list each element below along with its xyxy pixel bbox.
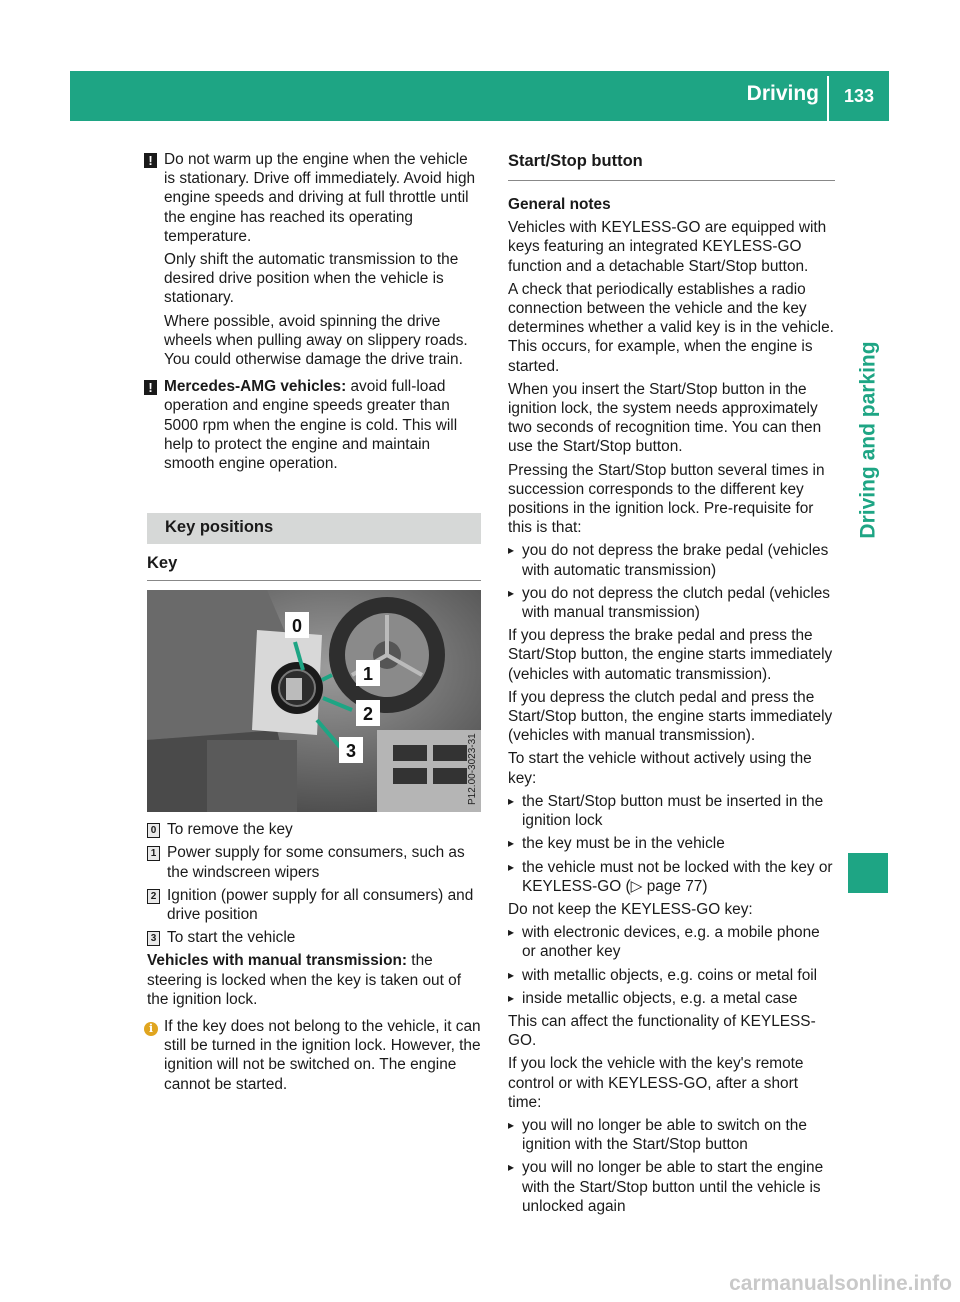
- warning-paragraph: Where possible, avoid spinning the drive wheels when pulling away on slippery roads. You could otherwise damage the drive train.: [164, 312, 468, 369]
- section-band: [147, 513, 481, 544]
- heading-rule: [508, 180, 835, 181]
- warning-block-2: [147, 377, 481, 473]
- paragraph: When you insert the Start/Stop button in the ignition lock, the system needs approximately two seconds of recognition time. You can then use the Start/Stop button.: [508, 380, 822, 456]
- info-block: i If the key does not belong to the vehicle, it can still be turned in the ignition lock. However, the ignition will not be switched on. The engine cannot be started.: [147, 1017, 481, 1094]
- general-notes-heading: General notes: [508, 196, 611, 213]
- list-item: ▸ you will no longer be able to switch on the ignition with the Start/Stop button: [508, 1116, 835, 1154]
- legend-item: 1 Power supply for some consumers, such as the windscreen wipers: [147, 843, 481, 881]
- paragraph: If you depress the clutch pedal and press the Start/Stop button, the engine starts immediately (vehicles with manual transmission).: [508, 688, 833, 745]
- warning-block-1: [147, 150, 481, 369]
- key-legend: [147, 820, 481, 947]
- side-tab: [848, 300, 888, 580]
- left-column: [147, 150, 481, 1098]
- list-item: ▸ with metallic objects, e.g. coins or metal foil: [508, 966, 835, 985]
- section-title: Driving: [746, 82, 819, 105]
- photo-label-0: 0: [291, 616, 303, 637]
- ignition-photo-svg: [147, 590, 481, 812]
- paragraph: A check that periodically establishes a radio connection between the vehicle and the key determines whether a valid key is in the vehicle. This occurs, for example, when the engine is started.: [508, 280, 834, 375]
- warning-icon: !: [144, 380, 157, 395]
- photo-label-2: 2: [362, 704, 374, 725]
- paragraph: Do not keep the KEYLESS-GO key:: [508, 900, 753, 918]
- section-band-title: Key positions: [165, 518, 274, 537]
- paragraph: If you depress the brake pedal and press the Start/Stop button, the engine starts immediately (vehicles with automatic transmission).: [508, 627, 833, 683]
- legend-item: 3 To start the vehicle: [147, 928, 481, 947]
- side-marker: [848, 853, 888, 893]
- ignition-key-photo: [147, 590, 481, 812]
- list-item: ▸ the key must be in the vehicle: [508, 834, 835, 853]
- legend-item: 2 Ignition (power supply for all consumers) and drive position: [147, 886, 481, 924]
- paragraph: Pressing the Start/Stop button several times in succession corresponds to the different key positions in the ignition lock. Pre-requisite for this is that:: [508, 461, 825, 537]
- paragraph: This can affect the functionality of KEYLESS-GO.: [508, 1012, 816, 1050]
- right-column: [508, 150, 835, 1220]
- list-item: ▸ inside metallic objects, e.g. a metal case: [508, 989, 835, 1008]
- manual-transmission-note: Vehicles with manual transmission: the steering is locked when the key is taken out of the ignition lock.: [147, 952, 461, 1008]
- warning-paragraph: ! Do not warm up the engine when the vehicle is stationary. Drive off immediately. Avoid high engine speeds and driving at full throttle until the engine has reached its operating temperature.: [164, 150, 481, 246]
- list-item-page-link[interactable]: ▸ the vehicle must not be locked with the key or KEYLESS-GO (▷ page 77): [508, 858, 835, 896]
- heading-rule: [147, 580, 481, 581]
- list-item: ▸ you do not depress the clutch pedal (vehicles with manual transmission): [508, 584, 835, 622]
- info-icon: i: [144, 1022, 158, 1036]
- paragraph: To start the vehicle without actively using the key:: [508, 750, 812, 787]
- warning-paragraph: Only shift the automatic transmission to the desired drive position when the vehicle is stationary.: [164, 251, 459, 307]
- header-divider: [827, 76, 829, 121]
- warning-paragraph: ! Mercedes-AMG vehicles: avoid full-load operation and engine speeds greater than 5000 rpm when the engine is cold. This will help to protect the engine and maintain smooth engine operation.: [164, 377, 481, 473]
- header-bar: [70, 71, 889, 121]
- list-item: ▸ the Start/Stop button must be inserted in the ignition lock: [508, 792, 835, 830]
- start-stop-heading: Start/Stop button: [508, 152, 643, 170]
- paragraph: Vehicles with KEYLESS-GO are equipped with keys featuring an integrated KEYLESS-GO function and a detachable Start/Stop button.: [508, 219, 827, 275]
- key-heading: Key: [147, 554, 178, 573]
- photo-label-3: 3: [345, 741, 357, 762]
- list-item: ▸ with electronic devices, e.g. a mobile phone or another key: [508, 923, 835, 961]
- list-item: ▸ you do not depress the brake pedal (vehicles with automatic transmission): [508, 541, 835, 579]
- photo-label-1: 1: [362, 664, 374, 685]
- side-tab-label: Driving and parking: [856, 341, 880, 539]
- page-number: 133: [843, 86, 875, 106]
- legend-item: 0 To remove the key: [147, 820, 481, 839]
- warning-icon: !: [144, 153, 157, 168]
- list-item: ▸ you will no longer be able to start the engine with the Start/Stop button until the vehicle is unlocked again: [508, 1158, 835, 1216]
- footer-watermark[interactable]: carmanualsonline.info: [729, 1272, 952, 1295]
- photo-id: P12.00-3023-31: [467, 733, 478, 806]
- paragraph: If you lock the vehicle with the key's remote control or with KEYLESS-GO, after a short time:: [508, 1055, 804, 1111]
